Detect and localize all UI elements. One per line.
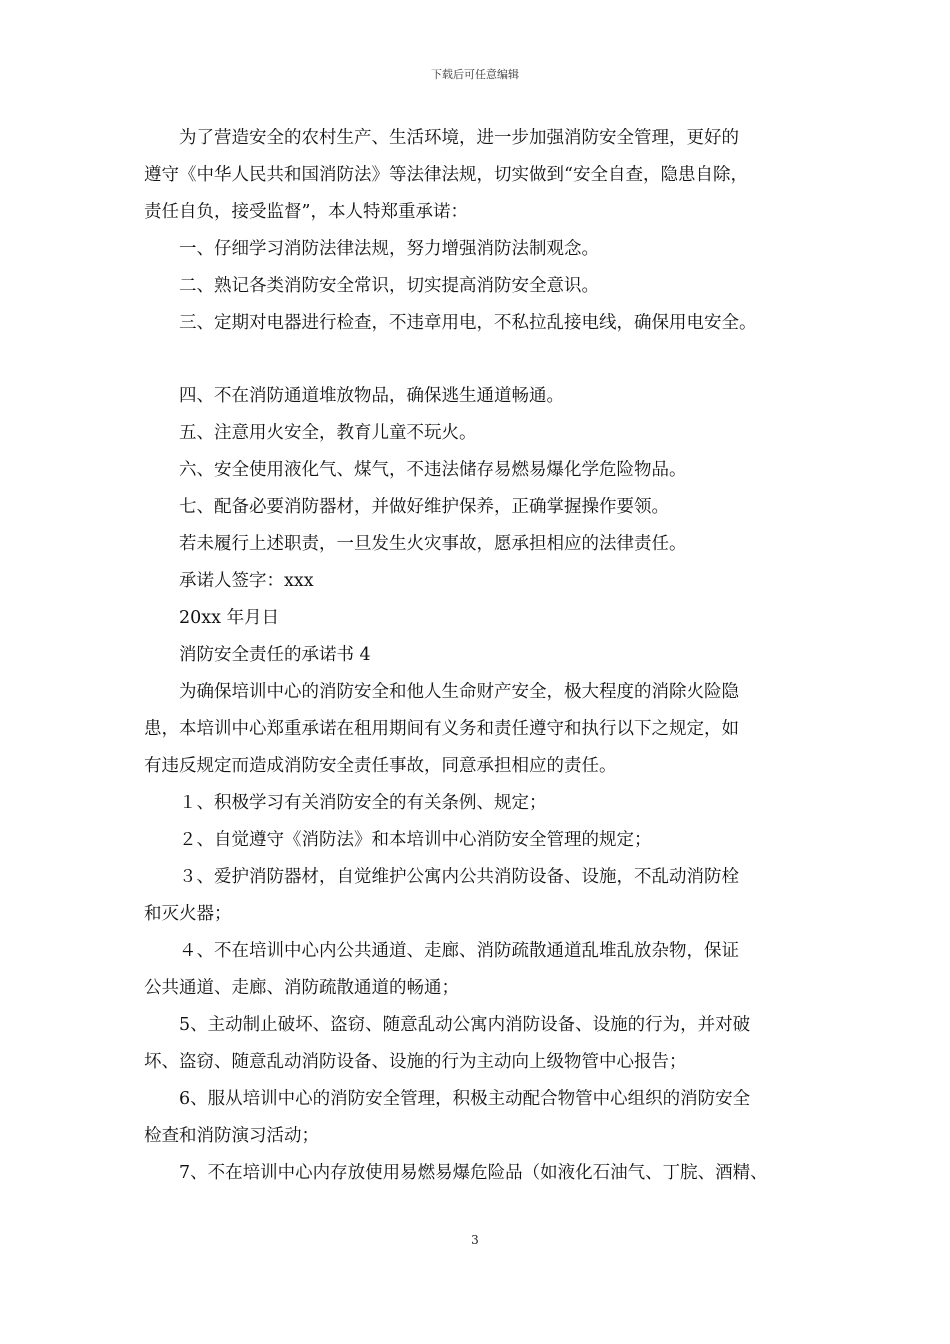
rule-item: ２、自觉遵守《消防法》和本培训中心消防安全管理的规定； bbox=[179, 830, 652, 850]
commitment-item: 四、不在消防通道堆放物品，确保逃生通道畅通。 bbox=[179, 386, 564, 406]
signature-line: 承诺人签字：xxx bbox=[179, 571, 314, 591]
paragraph-line: 责任自负，接受监督”，本人特郑重承诺： bbox=[144, 202, 468, 222]
blank-line bbox=[144, 342, 824, 378]
rule-item: 5、主动制止破坏、盗窃、随意乱动公寓内消防设备、设施的行为，并对破 bbox=[179, 1015, 751, 1035]
rule-item: 7、不在培训中心内存放使用易燃易爆危险品（如液化石油气、丁脘、酒精、 bbox=[179, 1163, 768, 1183]
rule-item: ３、爱护消防器材，自觉维护公寓内公共消防设备、设施，不乱动消防栓 bbox=[179, 867, 739, 887]
commitment-item: 一、仔细学习消防法律法规，努力增强消防法制观念。 bbox=[179, 239, 599, 259]
paragraph-line: 为确保培训中心的消防安全和他人生命财产安全，极大程度的消除火险隐 bbox=[179, 682, 739, 702]
rule-item-continued: 检查和消防演习活动； bbox=[144, 1126, 319, 1146]
rule-item-continued: 公共通道、走廊、消防疏散通道的畅通； bbox=[144, 978, 459, 998]
rule-item: １、积极学习有关消防安全的有关条例、规定； bbox=[179, 793, 547, 813]
rule-item-continued: 坏、盗窃、随意乱动消防设备、设施的行为主动向上级物管中心报告； bbox=[144, 1052, 687, 1072]
rule-item: ４、不在培训中心内公共通道、走廊、消防疏散通道乱堆乱放杂物，保证 bbox=[179, 941, 739, 961]
commitment-item: 六、安全使用液化气、煤气，不违法储存易燃易爆化学危险物品。 bbox=[179, 460, 687, 480]
page-number: 3 bbox=[471, 1233, 479, 1247]
commitment-item: 二、熟记各类消防安全常识，切实提高消防安全意识。 bbox=[179, 276, 599, 296]
section-title: 消防安全责任的承诺书 4 bbox=[179, 645, 371, 665]
commitment-item: 七、配备必要消防器材，并做好维护保养，正确掌握操作要领。 bbox=[179, 497, 669, 517]
document-body bbox=[144, 120, 824, 1192]
page-header: 下载后可任意编辑 bbox=[431, 68, 519, 81]
rule-item: 6、服从培训中心的消防安全管理，积极主动配合物管中心组织的消防安全 bbox=[179, 1089, 751, 1109]
commitment-item: 三、定期对电器进行检查，不违章用电，不私拉乱接电线，确保用电安全。 bbox=[179, 313, 757, 333]
paragraph-line: 遵守《中华人民共和国消防法》等法律法规，切实做到“安全自查，隐患自除， bbox=[144, 165, 748, 185]
rule-item-continued: 和灭火器； bbox=[144, 904, 232, 924]
paragraph-line: 有违反规定而造成消防安全责任事故，同意承担相应的责任。 bbox=[144, 756, 617, 776]
paragraph-line: 为了营造安全的农村生产、生活环境，进一步加强消防安全管理，更好的 bbox=[179, 128, 739, 148]
paragraph-line: 若未履行上述职责，一旦发生火灾事故，愿承担相应的法律责任。 bbox=[179, 534, 687, 554]
date-line: 20xx 年月日 bbox=[179, 608, 280, 628]
commitment-item: 五、注意用火安全，教育儿童不玩火。 bbox=[179, 423, 477, 443]
paragraph-line: 患，本培训中心郑重承诺在租用期间有义务和责任遵守和执行以下之规定，如 bbox=[144, 719, 739, 739]
